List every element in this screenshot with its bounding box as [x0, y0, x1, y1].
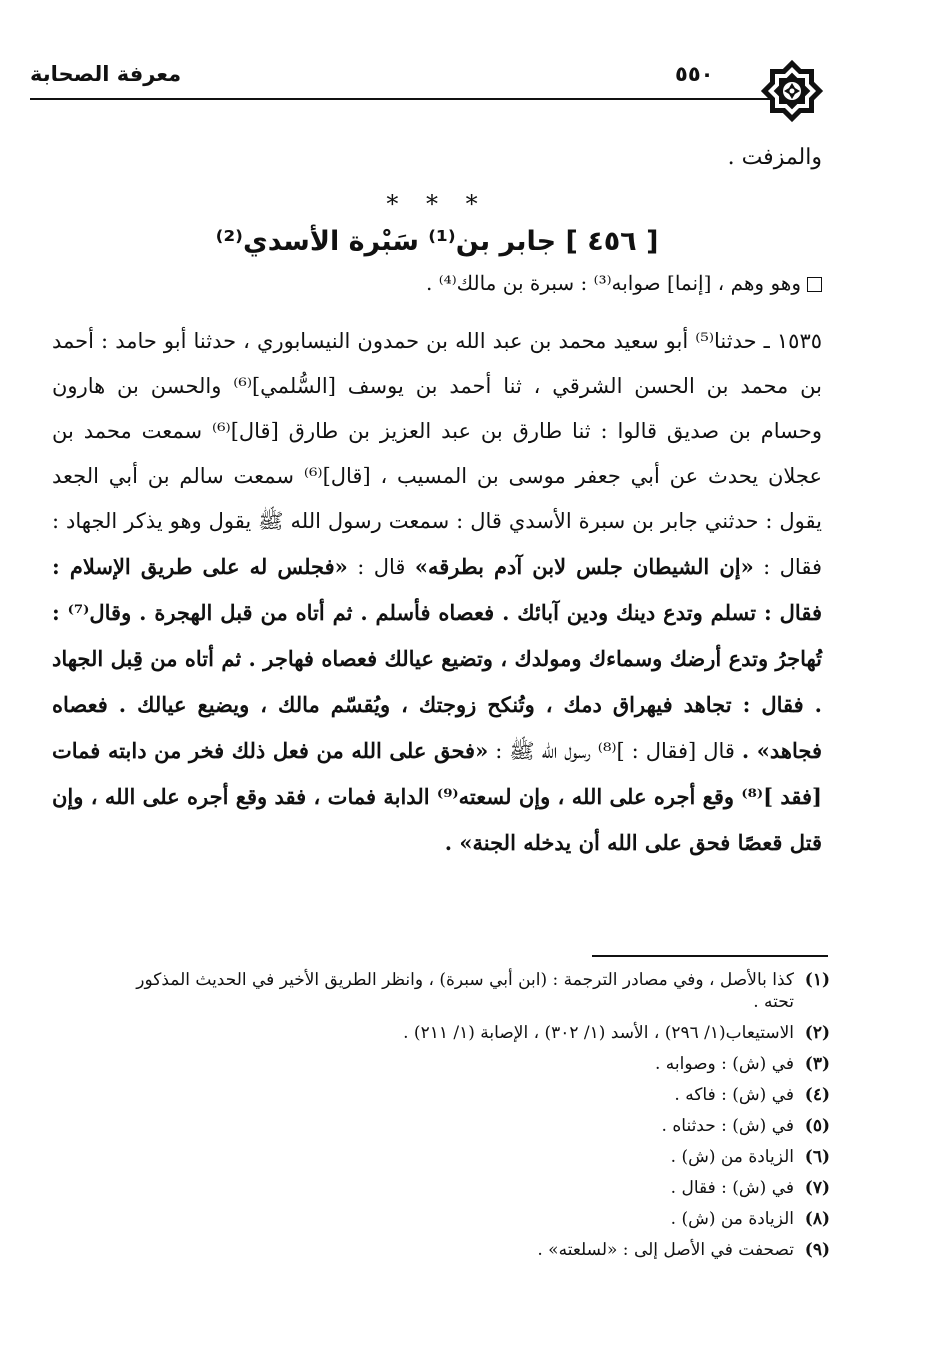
- footnote-text: في (ش) : فاكه .: [674, 1085, 794, 1105]
- footnote-number: (٢): [804, 1023, 830, 1043]
- footnote-rule: [592, 955, 828, 957]
- footnote-number: (٨): [804, 1209, 830, 1229]
- footnote-item: [52, 1142, 830, 1173]
- square-bullet-icon: [807, 277, 822, 292]
- editor-note-text: وهو وهم ، [إنما] صوابه⁽³⁾ : سبرة بن مالك⁽⁴⁾ .: [426, 271, 801, 295]
- page-number: ٥٥٠: [675, 62, 714, 86]
- footnote-continuation: تحته .: [753, 992, 794, 1012]
- entry-heading: [ ٤٥٦ ] جابر بن⁽¹⁾ سَبْرة الأسدي⁽²⁾: [215, 226, 659, 257]
- footnote-number: (٤): [804, 1085, 830, 1105]
- hadith-quote-2: «فجلس له على طريق الإسلام : فقال : تسلم وتدع دينك ودين آبائك . فعصاه فأسلم . ثم أتاه من قبل الهجرة . وقال⁽⁷⁾ : تُهاجرُ وتدع أرضك وسماءك ومولدك ، وتضيع عيالك فعصاه فهاجر . ثم أتاه من قِبل الجهاد . فقال : تجاهد فيهراق دمك ، وتُنكح زوجتك ، ويُقسّم مالك ، ويضيع عيالك . فعصاه فجاهد» .: [52, 554, 822, 763]
- footnote-number: (٥): [804, 1116, 830, 1136]
- hadith-connector-2: قال [فقال : ]⁽⁸⁾ رسول الله ﷺ :: [495, 739, 735, 763]
- footnote-text: الزيادة من (ش) .: [670, 1209, 794, 1229]
- footnote-item: [52, 1049, 830, 1080]
- footnote-number: (١): [804, 970, 830, 990]
- hadith-paragraph: [52, 319, 822, 866]
- hadith-quote-1: «إن الشيطان جلس لابن آدم بطرقه»: [414, 554, 754, 579]
- running-head-book-title: معرفة الصحابة: [30, 62, 182, 86]
- footnote-item: [52, 1204, 830, 1235]
- footnote-text: الزيادة من (ش) .: [670, 1147, 794, 1167]
- footnote-item: [52, 1111, 830, 1142]
- footnote-number: (٩): [804, 1240, 830, 1260]
- footnote-text: في (ش) : وصوابه .: [654, 1054, 794, 1074]
- hadith-isnad: ١٥٣٥ ـ حدثنا⁽⁵⁾ أبو سعيد محمد بن عبد الله بن حمدون النيسابوري ، حدثنا أبو حامد : أحمد بن محمد بن الحسن الشرقي ، ثنا أحمد بن يوسف [السُّلمي]⁽⁶⁾ والحسن بن هارون وحسام بن صديق قالوا : ثنا طارق بن عبد العزيز بن طارق [قال]⁽⁶⁾ سمعت محمد بن عجلان يحدث عن أبي جعفر موسى بن المسيب ، [قال]⁽⁶⁾ سمعت سالم بن أبي الجعد يقول : حدثني جابر بن سبرة الأسدي قال : سمعت رسول الله ﷺ يقول وهو يذكر الجهاد : فقال :: [52, 329, 823, 579]
- footnote-number: (٣): [804, 1054, 830, 1074]
- footnote-text: تصحفت في الأصل إلى : «لسلعته» .: [537, 1240, 794, 1260]
- running-header: [30, 52, 830, 96]
- footnotes: [52, 965, 830, 1266]
- footnote-item: [52, 1080, 830, 1111]
- footnote-text: الاستيعاب(١/ ٢٩٦) ، الأسد (١/ ٣٠٢) ، الإصابة (١/ ٢١١) .: [403, 1023, 794, 1043]
- header-rule: [30, 98, 778, 100]
- carry-over-text: والمزفت .: [727, 145, 822, 170]
- footnote-text: كذا بالأصل ، وفي مصادر الترجمة : (ابن أبي سبرة) ، وانظر الطريق الأخير في الحديث المذكور: [136, 970, 794, 990]
- footnote-item: [52, 1235, 830, 1266]
- main-text: [52, 145, 822, 866]
- footnote-text: في (ش) : حدثناه .: [661, 1116, 794, 1136]
- footnote-item: [52, 965, 830, 996]
- footnote-text: في (ش) : فقال .: [670, 1178, 794, 1198]
- section-separator: * * *: [386, 190, 488, 218]
- footnote-item: [52, 1018, 830, 1049]
- footnote-number: (٦): [804, 1147, 830, 1167]
- footnote-item: [52, 1173, 830, 1204]
- footnote-number: (٧): [804, 1178, 830, 1198]
- hadith-connector-1: قال :: [357, 555, 406, 579]
- octagram-ornament-icon: [756, 55, 828, 127]
- editor-note: [52, 271, 822, 295]
- hadith-quote-3: «فحق على الله من فعل ذلك فخر من دابته فمات [فقد ]⁽⁸⁾ وقع أجره على الله ، وإن لسعته⁽⁹⁾ الدابة فمات ، فقد وقع أجره على الله ، وإن قتل قعصًا فحق على الله أن يدخله الجنة» .: [52, 738, 822, 855]
